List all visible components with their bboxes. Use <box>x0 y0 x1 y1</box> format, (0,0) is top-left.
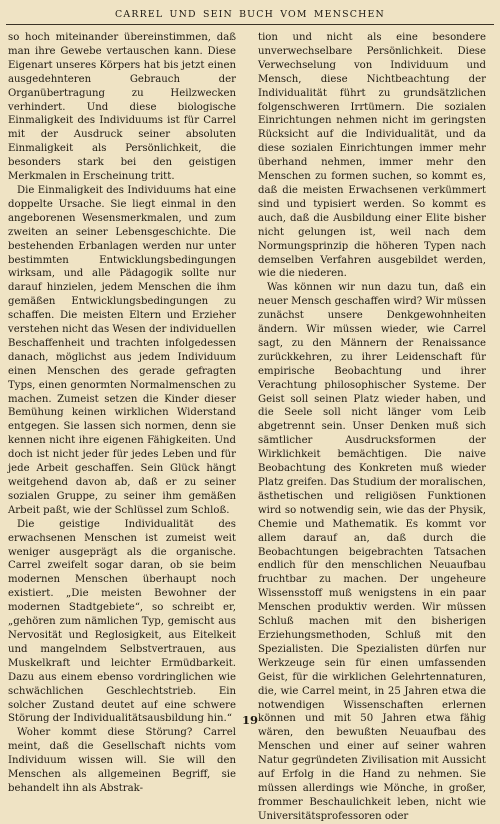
paragraph: so hoch miteinander übereinstimmen, daß man ihre Gewebe vertauschen kann. Diese Eigenart unseres Körpers hat bis jetzt einen ausgedehnteren Gebrauch der Organübertragung zu Heilzwecken verhindert. Und diese biologische Einmaligkeit des Individuums ist für Carrel mit der Ausdruck seiner absoluten Einmaligkeit als Persönlichkeit, die besonders stark bei den geistigen Merkmalen in Erscheinung tritt. <box>8 32 236 183</box>
left-column <box>8 31 236 794</box>
paragraph: tion und nicht als eine besondere unverwechselbare Persönlichkeit. Diese Verwechselung von Individuum und Mensch, diese Nichtbeachtung der Individualität führt zu grundsätzlichen folgenschweren Irrtümern. Die sozialen Einrichtungen nehmen nicht im geringsten Rücksicht auf die Individualität, und da diese sozialen Einrichtungen immer mehr überhand nehmen, immer mehr den Menschen zu formen suchen, so kommt es, daß die meisten Erwachsenen verkümmert sind und typisiert werden. So kommt es auch, daß die Ausbildung einer Elite bisher nicht gelungen ist, weil nach dem Normungsprinzip die höheren Typen nach demselben Verfahren ausgebildet werden, wie die niederen. <box>258 32 486 280</box>
right-column <box>258 31 486 822</box>
running-title: CARREL UND SEIN BUCH VOM MENSCHEN <box>115 9 385 20</box>
paragraph: Die Einmaligkeit des Individuums hat eine doppelte Ursache. Sie liegt einmal in den angeborenen Wesensmerkmalen, und zum zweiten an seiner Lebensgeschichte. Die bestehenden Erbanlagen werden nur unter bestimmten Entwicklungsbedingungen wirksam, und alle Pädagogik sollte nur darauf hinzielen, jedem Menschen die ihm gemäßen Entwicklungsbedingungen zu schaffen. Die meisten Eltern und Erzieher verstehen nicht das Wesen der individuellen Beschaffenheit und trachten infolgedessen danach, möglichst aus jedem Individuum einen Menschen des gerade gefragten Typs, einen genormten Normalmenschen zu machen. Zumeist setzen die Kinder dieser Bemühung keinen wirklichen Widerstand entgegen. Sie lassen sich normen, denn sie kennen nicht ihre eigenen Fähigkeiten. Und doch ist nicht jeder für jedes Leben und für jede Arbeit geschaffen. Sein Glück hängt weitgehend davon ab, daß er zu seiner sozialen Gruppe, zu seiner ihm gemäßen Arbeit paßt, wie der Schlüssel zum Schloß. <box>8 184 236 516</box>
paragraph: Was können wir nun dazu tun, daß ein neuer Mensch geschaffen wird? Wir müssen zunächst unsere Denkgewohnheiten ändern. Wir müssen wieder, wie Carrel sagt, zu den Männern der Renaissance zurückkehren, zu ihrer Leidenschaft für empirische Beobachtung und ihrer Verachtung philosophischer Systeme. Der Geist soll seinen Platz wieder haben, und die Seele soll nicht länger vom Leib abgetrennt sein. Unser Denken muß sich sämtlicher Ausdrucksformen der Wirklichkeit bemächtigen. Die naive Beobachtung des Konkreten muß wieder Platz greifen. Das Studium der moralischen, ästhetischen und religiösen Funktionen wird so notwendig sein, wie das der Physik, Chemie und Mathematik. Es kommt vor allem darauf an, daß durch die Beobachtungen beigebrachten Tatsachen endlich für den menschlichen Neuaufbau fruchtbar zu machen. Der ungeheure Wissensstoff muß wenigstens in ein paar Menschen produktiv werden. Wir müssen Schluß machen mit den bisherigen Erziehungsmethoden, Schluß mit den Spezialisten. Die Spezialisten dürfen nur Werkzeuge sein für einen umfassenden Geist, für die wirklichen Gelehrtennaturen, die, wie Carrel meint, in 25 Jahren etwa die notwendigen Wissenschaften erlernen können und mit 50 Jahren etwa fähig wären, den bewußten Neuaufbau des Menschen und einer auf seiner wahren Natur gegründeten Zivilisation mit Aussicht auf Erfolg in die Hand zu nehmen. Sie müssen allerdings wie Mönche, in großer, frommer Beschaulichkeit leben, nicht wie Universitätsprofessoren oder <box>258 282 486 822</box>
paragraph: Woher kommt diese Störung? Carrel meint, daß die Gesellschaft nichts vom Individuum wissen will. Sie will den Menschen als allgemeinen Begriff, sie behandelt ihn als Abstrak- <box>8 727 236 794</box>
paragraph: Die geistige Individualität des erwachsenen Menschen ist zumeist weit weniger ausgeprägt als die organische. Carrel zweifelt sogar daran, ob sie beim modernen Menschen überhaupt noch existiert. „Die meisten Bewohner der modernen Stadtgebiete“, so schreibt er, „gehören zum nämlichen Typ, gemischt aus Nervosität und Reglosigkeit, aus Eitelkeit und mangelndem Selbstvertrauen, aus Muskelkraft und leichter Ermüdbarkeit. Dazu aus einem ebenso vordringlichen wie schwächlichen Geschlechtstrieb. Ein solcher Zustand deutet auf eine schwere Störung der Individualitätsausbildung hin.“ <box>8 518 236 725</box>
page-number: 19 <box>241 713 258 727</box>
header-rule <box>6 24 494 25</box>
